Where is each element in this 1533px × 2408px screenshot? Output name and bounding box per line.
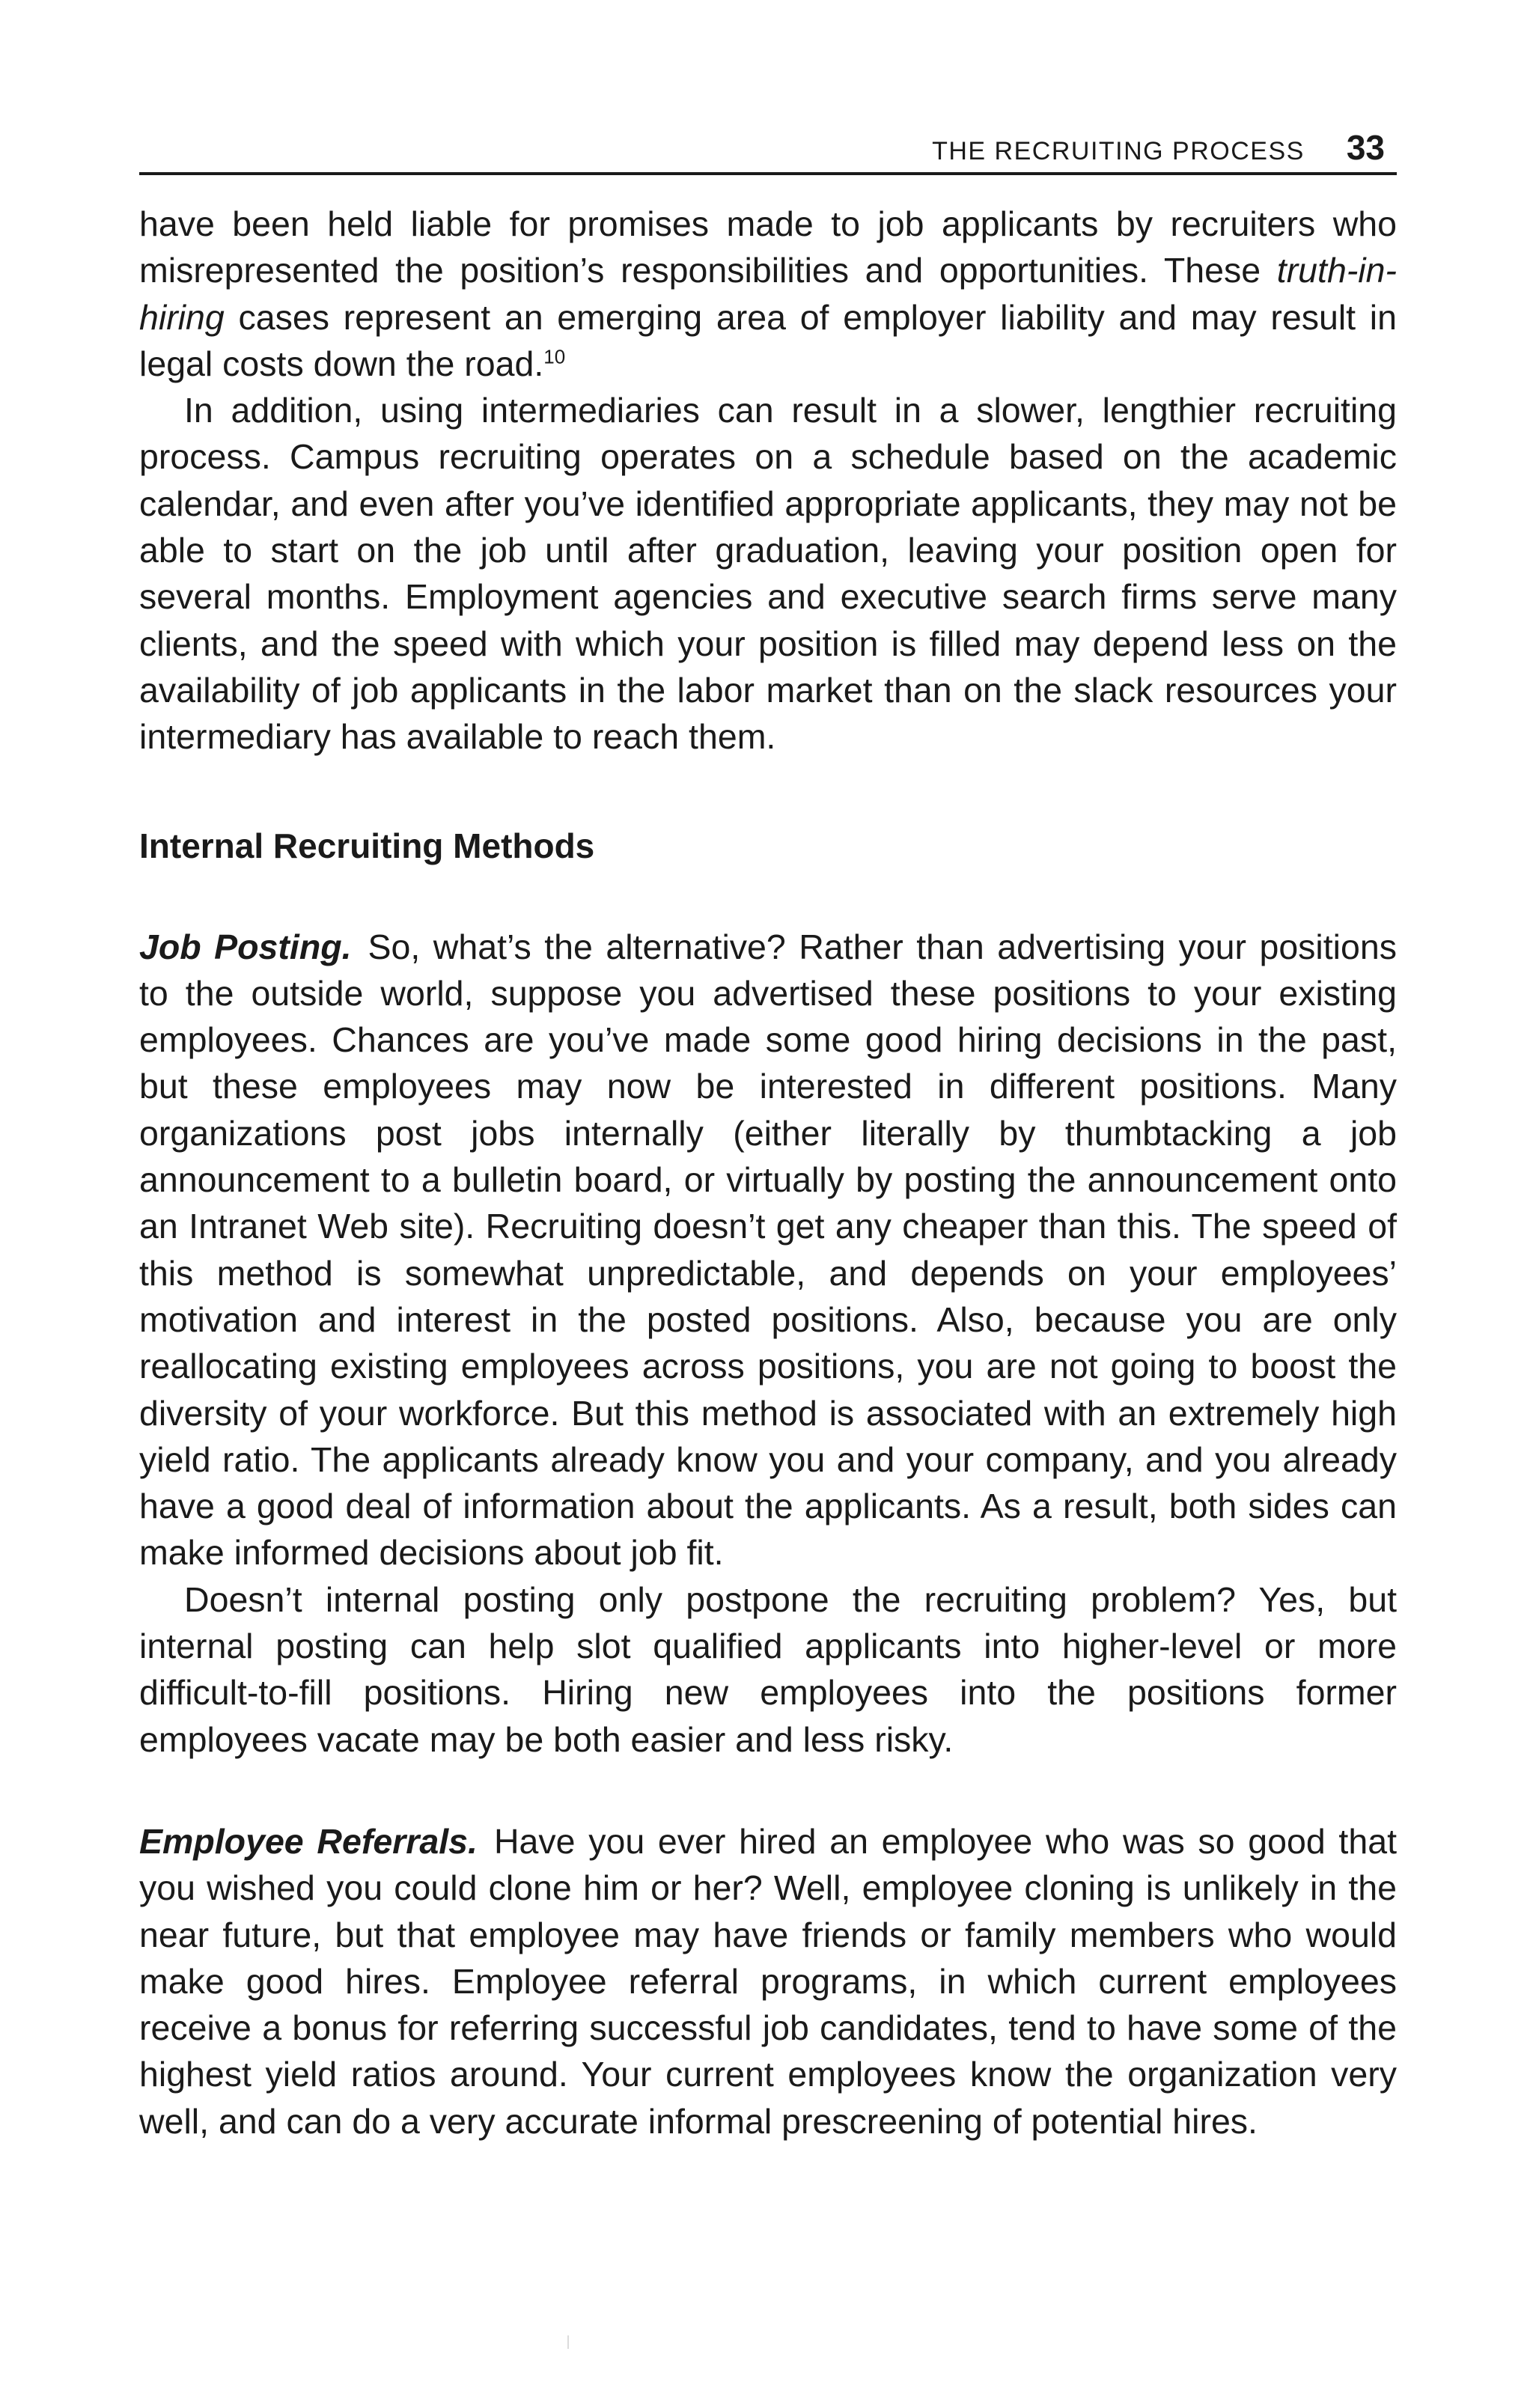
paragraph-text: have been held liable for promises made to job applicants by recruiters who misrepresented the position’s responsibilities and opportunities. These — [139, 204, 1397, 290]
paragraph-text: cases represent an emerging area of employer liability and may result in legal costs down the road. — [139, 297, 1397, 383]
paragraph-truth-in-hiring — [139, 201, 1397, 387]
paragraph-internal-posting: Doesn’t internal posting only postpone the recruiting problem? Yes, but internal posting can help slot qualified applicants into higher-level or more difficult-to-fill positions. Hiring new employees into the positions former employees vacate may be both easier and less risky. — [139, 1579, 1397, 1759]
body-text — [139, 201, 1397, 2145]
paragraph-intermediaries: In addition, using intermediaries can result in a slower, lengthier recruiting process. Campus recruiting operates on a schedule based on the academic calendar, and even after you’ve identified appropriate applicants, they may not be able to start on the job until after graduation, leaving your position open for several months. Employment agencies and executive search firms serve many clients, and the speed with which your position is filled may depend less on the availability of job applicants in the labor market than on the slack resources your intermediary has available to reach them. — [139, 391, 1397, 757]
paragraph-text: So, what’s the alternative? Rather than advertising your positions to the outside world, suppose you advertised these positions to your existing employees. Chances are you’ve made some good hiring decisions in the past, but these employees may now be interested in different positions. Many organizations post jobs internally (either literally by thumbtacking a job announcement to a bulletin board, or virtually by posting the announcement onto an Intranet Web site). Recruiting doesn’t get any cheaper than this. The speed of this method is somewhat unpredictable, and depends on your employees’ motivation and interest in the posted positions. Also, because you are only reallocating existing employees across positions, you are not going to boost the diversity of your workforce. But this method is associated with an extremely high yield ratio. The applicants already know you and your company, and you already have a good deal of information about the applicants. As a result, both sides can make informed decisions about job fit. — [139, 927, 1397, 1573]
running-head-title: THE RECRUITING PROCESS — [932, 137, 1305, 165]
book-page — [139, 127, 1397, 2145]
paragraph-employee-referrals — [139, 1818, 1397, 2145]
subhead-job-posting: Job Posting. — [139, 927, 352, 966]
italic-term: truth-in-hiring — [139, 251, 1397, 337]
footnote-reference: 10 — [543, 345, 566, 368]
page-number: 33 — [1346, 128, 1385, 167]
subhead-employee-referrals: Employee Referrals. — [139, 1821, 478, 1861]
paragraph-text: Have you ever hired an employee who was so good that you wished you could clone him or her? Well, employee cloning is unlikely in the near future, but that employee may have friends or family members who would make good hires. Employee referral programs, in which current employees receive a bonus for referring successful job candidates, tend to have some of the highest yield ratios around. Your current employees know the organization very well, and can do a very accurate informal prescreening of potential hires. — [139, 1821, 1397, 2141]
running-head — [139, 127, 1397, 175]
paragraph-job-posting — [139, 924, 1397, 1576]
scan-speck — [567, 2335, 569, 2349]
section-heading: Internal Recruiting Methods — [139, 826, 595, 865]
